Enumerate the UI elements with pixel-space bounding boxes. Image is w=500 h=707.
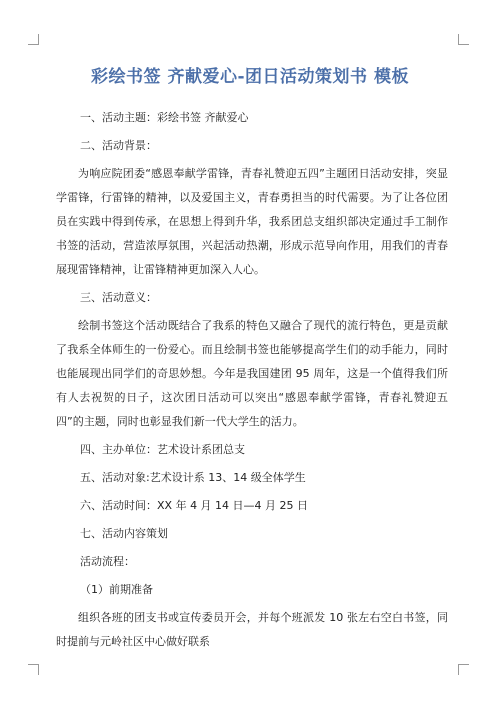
document-body [56, 106, 448, 658]
significance-paragraph: 绘制书签这个活动既结合了我系的特色又融合了现代的流行特色，更是贡献了我系全体师生的一份爱心。而且绘制书签也能够提高学生们的动手能力，同时也能展现出同学们的奇思妙想。今年是我国建团 95 周年，这是一个值得我们所有人去祝贺的日子，这次团日活动可以突出“感恩奉献学雷锋，青春礼赞迎五四”的主题，同时也彰显我们新一代大学生的活力。 [56, 319, 448, 428]
process-label: 活动流程： [80, 555, 135, 568]
section-heading-significance: 三、活动意义： [80, 291, 157, 304]
section-heading-content-plan: 七、活动内容策划 [80, 527, 168, 540]
section-heading-background: 二、活动背景： [80, 139, 157, 152]
section-heading-participants: 五、活动对象:艺术设计系 13、14 级全体学生 [80, 471, 306, 484]
section-heading-time: 六、活动时间：XX 年 4 月 14 日—4 月 25 日 [80, 499, 309, 512]
section-heading-organizer: 四、主办单位：艺术设计系团总支 [80, 443, 245, 456]
background-paragraph: 为响应院团委“感恩奉献学雷锋，青春礼赞迎五四”主题团日活动安排，突显学雷锋，行雷锋的精神，以及爱国主义，青春勇担当的时代需要。为了让各位团员在实践中得到传承，在思想上得到升华，我系团总支组织部决定通过手工制作书签的活动，营造浓厚氛围，兴起活动热潮，形成示范导向作用，用我们的青春展现雷锋精神，让雷锋精神更加深入人心。 [56, 167, 448, 276]
crop-mark-bottom-right [458, 664, 469, 675]
step-preparation-heading: （1）前期准备 [80, 583, 153, 596]
crop-mark-top-left [28, 34, 39, 45]
section-heading-theme: 一、活动主题：彩绘书签 齐献爱心 [80, 111, 249, 124]
crop-mark-top-right [458, 34, 469, 45]
document-title: 彩绘书签 齐献爱心-团日活动策划书 模板 [91, 67, 409, 87]
preparation-paragraph: 组织各班的团支书或宣传委员开会，并每个班派发 10 张左右空白书签，同时提前与元岭社区中心做好联系 [56, 611, 448, 648]
crop-mark-bottom-left [28, 664, 39, 675]
